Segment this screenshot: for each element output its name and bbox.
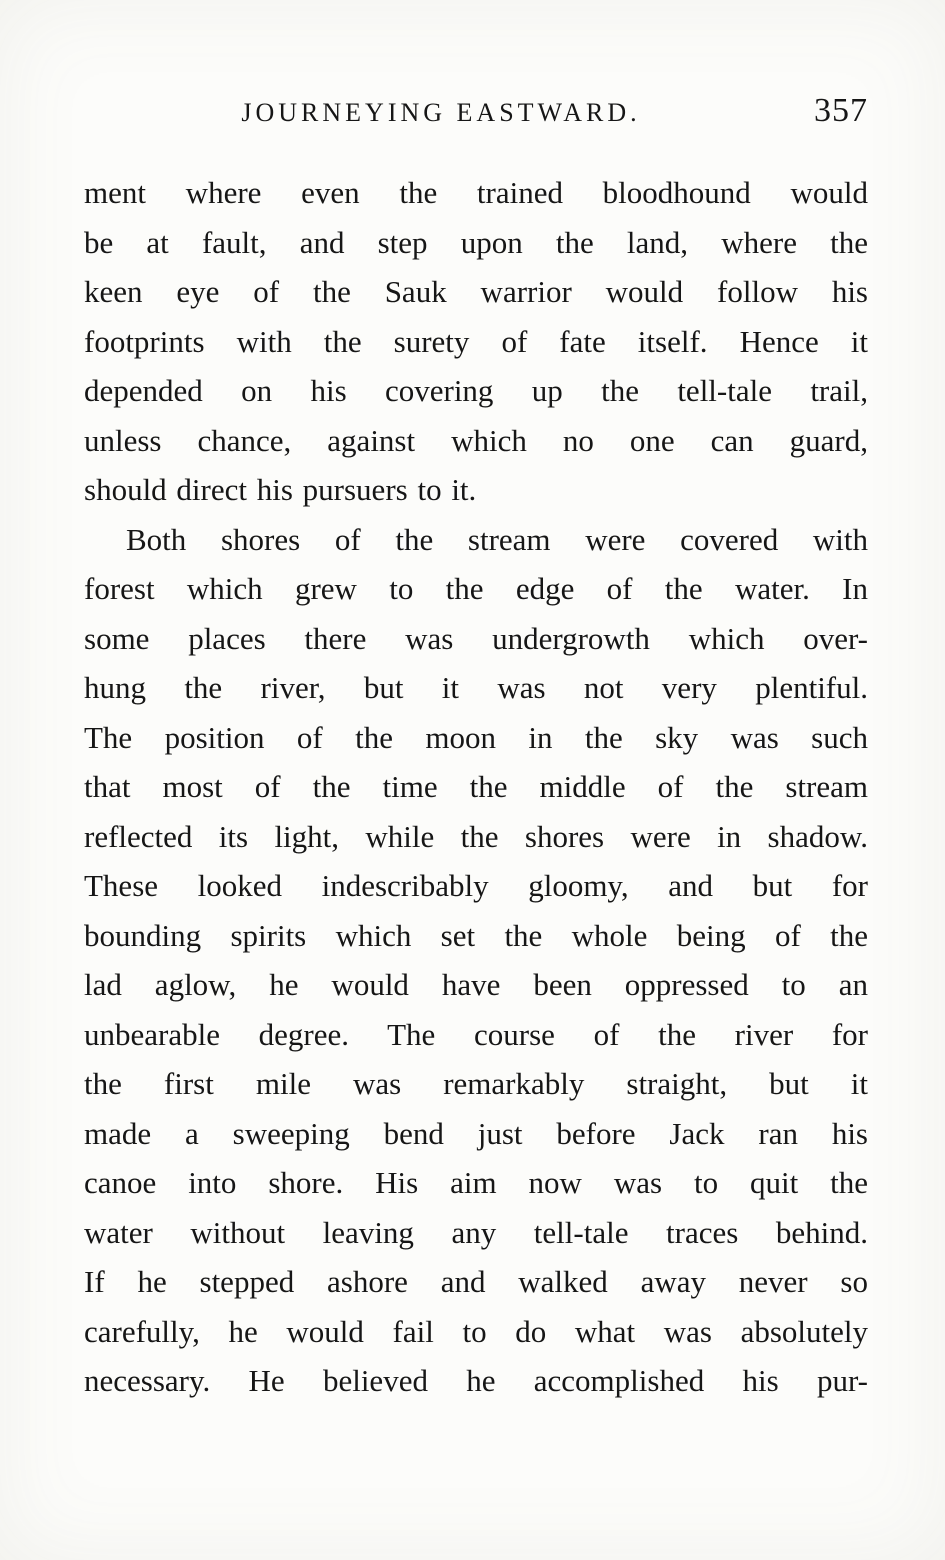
text-line: some places there was undergrowth which over- — [84, 620, 868, 656]
text-line: unbearable degree. The course of the river for — [84, 1016, 868, 1052]
text-line: These looked indescribably gloomy, and but for — [84, 868, 868, 903]
text-line: ment where even the trained bloodhound would — [84, 175, 868, 210]
text-line: reflected its light, while the shores were in shadow. — [84, 818, 868, 854]
text-line: hung the river, but it was not very plentiful. — [84, 670, 868, 705]
text-line: made a sweeping bend just before Jack ran his — [84, 1115, 868, 1151]
running-header — [84, 92, 868, 136]
text-line: carefully, he would fail to do what was absolutely — [84, 1313, 868, 1349]
text-line: the first mile was remarkably straight, but it — [84, 1066, 868, 1101]
text-line: The position of the moon in the sky was such — [84, 719, 868, 755]
text-line: water without leaving any tell-tale traces behind. — [84, 1214, 868, 1250]
text-line: canoe into shore. His aim now was to quit the — [84, 1165, 868, 1200]
text-line: If he stepped ashore and walked away never so — [84, 1264, 868, 1299]
text-line: unless chance, against which no one can guard, — [84, 422, 868, 458]
paragraph — [84, 515, 868, 1406]
paragraph — [84, 168, 868, 515]
text-line: depended on his covering up the tell-tale trail, — [84, 373, 868, 408]
text-line: footprints with the surety of fate itself. Hence it — [84, 323, 868, 359]
text-line: forest which grew to the edge of the water. In — [84, 571, 868, 606]
text-line: keen eye of the Sauk warrior would follow his — [84, 274, 868, 309]
book-page — [84, 0, 868, 1406]
header-title: JOURNEYING EASTWARD. — [241, 98, 641, 127]
page-number: 357 — [814, 92, 868, 129]
text-line: lad aglow, he would have been oppressed to an — [84, 967, 868, 1002]
text-line: Both shores of the stream were covered with — [126, 521, 868, 557]
text-line: be at fault, and step upon the land, where the — [84, 224, 868, 260]
text-line: necessary. He believed he accomplished his pur- — [84, 1363, 868, 1398]
page-body — [84, 168, 868, 1406]
text-line: that most of the time the middle of the stream — [84, 769, 868, 804]
text-line: should direct his pursuers to it. — [84, 472, 477, 507]
text-line: bounding spirits which set the whole being of the — [84, 917, 868, 953]
